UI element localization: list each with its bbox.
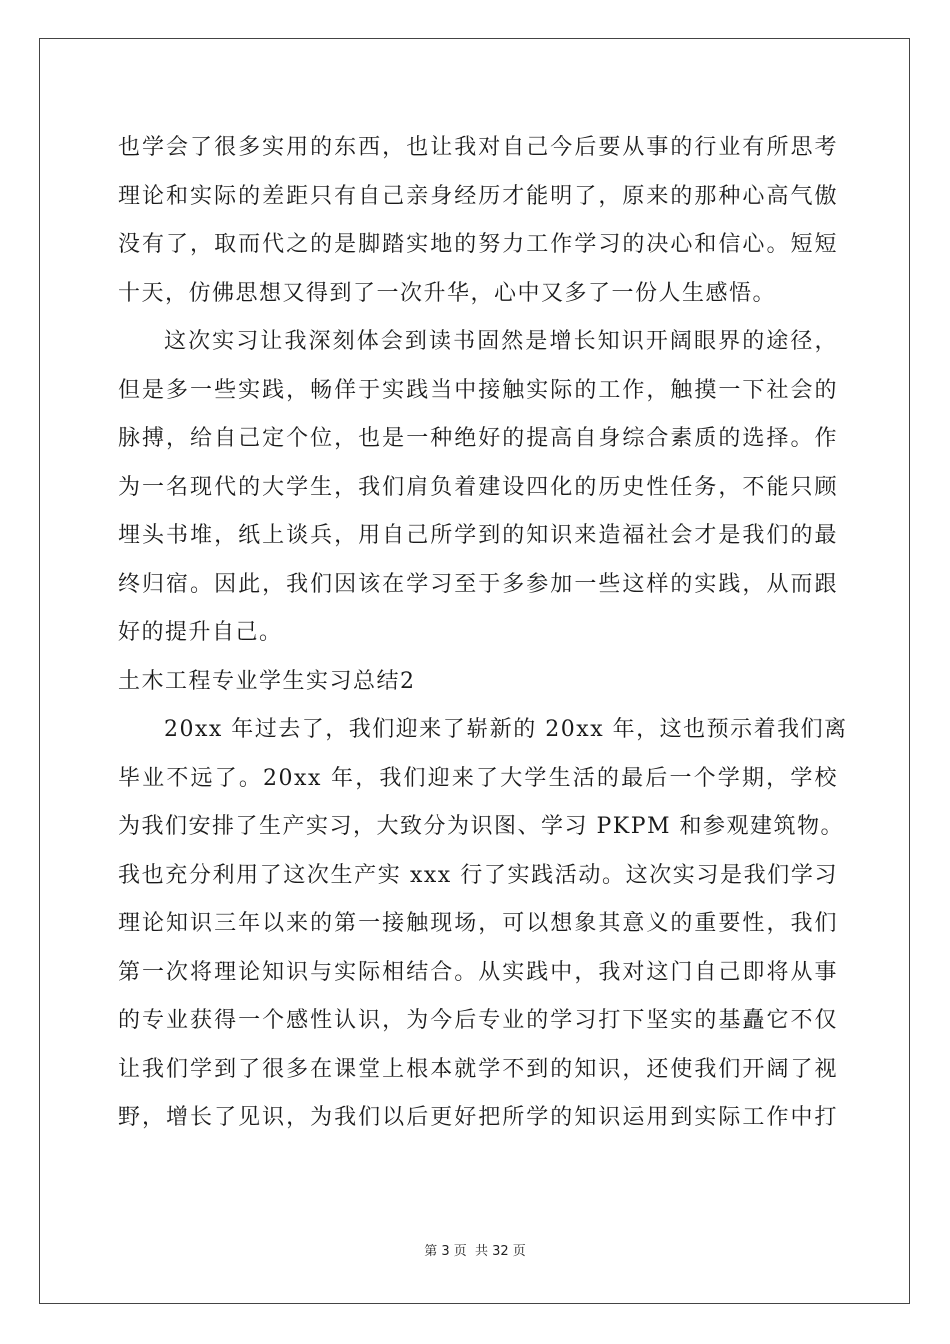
paragraph-line: 20xx 年过去了，我们迎来了崭新的 20xx 年，这也预示着我们离 (164, 717, 848, 742)
paragraph-line: 我也充分利用了这次生产实 xxx 行了实践活动。这次实习是我们学习 (118, 862, 838, 888)
paragraph-line: 为我们安排了生产实习，大致分为识图、学习 PKPM 和参观建筑物。 (118, 814, 845, 839)
paragraph-line: 埋头书堆，纸上谈兵，用自己所学到的知识来造福社会才是我们的最 (118, 523, 838, 548)
section-title: 土木工程专业学生实习总结2 (118, 668, 416, 694)
paragraph-line: 但是多一些实践，畅佯于实践当中接触实际的工作，触摸一下社会的 (118, 377, 838, 403)
paragraph-line: 十天，仿佛思想又得到了一次升华，心中又多了一份人生感悟。 (118, 280, 777, 306)
paragraph-line: 的专业获得一个感性认识，为今后专业的学习打下坚实的基矗它不仅 (118, 1008, 838, 1033)
paragraph-line: 让我们学到了很多在课堂上根本就学不到的知识，还使我们开阔了视 (118, 1056, 838, 1082)
document-body (118, 124, 848, 1143)
page-number: 第 3 页 (424, 1244, 467, 1259)
paragraph-line: 第一次将理论知识与实际相结合。从实践中，我对这门自己即将从事 (118, 959, 838, 985)
paragraph-line: 好的提升自己。 (118, 620, 283, 645)
paragraph-line: 脉搏，给自己定个位，也是一种绝好的提高自身综合素质的选择。作 (118, 426, 838, 451)
page-footer (0, 1240, 950, 1259)
paragraph-line: 为一名现代的大学生，我们肩负着建设四化的历史性任务，不能只顾 (118, 474, 838, 500)
paragraph-line: 没有了，取而代之的是脚踏实地的努力工作学习的决心和信心。短短 (118, 232, 838, 257)
paragraph-line: 也学会了很多实用的东西，也让我对自己今后要从事的行业有所思考 (118, 135, 838, 160)
paragraph-line: 理论和实际的差距只有自己亲身经历才能明了，原来的那种心高气傲 (118, 183, 838, 209)
paragraph-line: 理论知识三年以来的第一接触现场，可以想象其意义的重要性，我们 (118, 911, 838, 936)
paragraph-line: 野，增长了见识，为我们以后更好把所学的知识运用到实际工作中打 (118, 1105, 838, 1130)
paragraph-line: 终归宿。因此，我们因该在学习至于多参加一些这样的实践，从而跟 (118, 571, 838, 597)
paragraph-line: 毕业不远了。20xx 年，我们迎来了大学生活的最后一个学期，学校 (118, 765, 838, 791)
paragraph-line: 这次实习让我深刻体会到读书固然是增长知识开阔眼界的途径， (164, 329, 838, 354)
page-total: 共 32 页 (474, 1244, 526, 1259)
